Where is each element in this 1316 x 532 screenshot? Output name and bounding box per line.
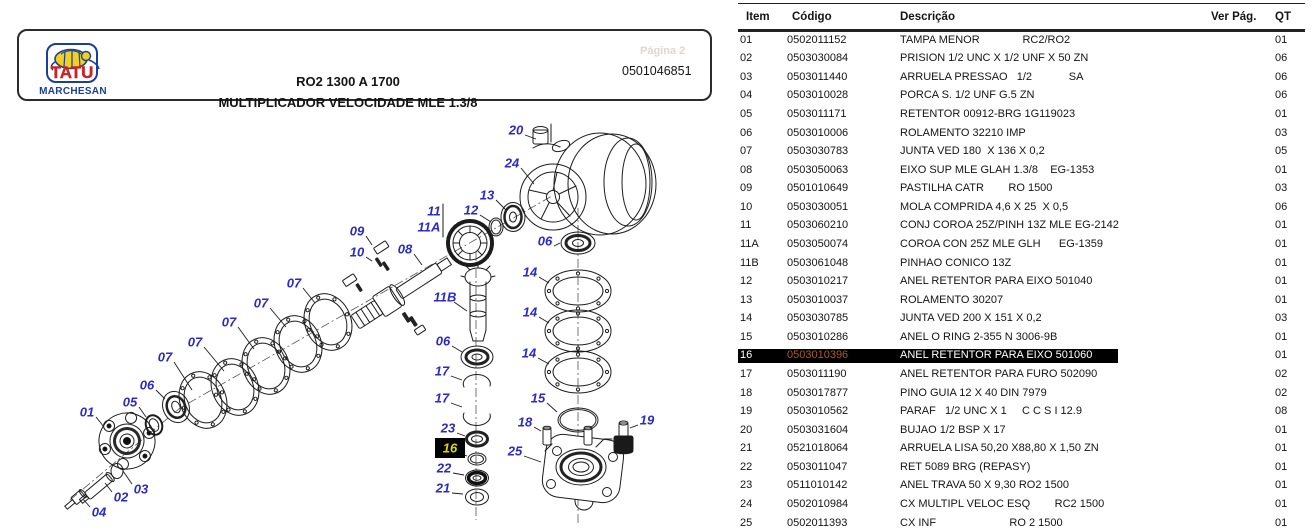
- part-callout-23[interactable]: 23: [440, 420, 456, 436]
- cell-qt: 01: [1275, 219, 1288, 232]
- cell-qt: 06: [1275, 200, 1288, 213]
- cell-codigo: 0503031604: [787, 423, 849, 436]
- part-callout-04[interactable]: 04: [91, 504, 107, 520]
- part-callout-08[interactable]: 08: [397, 241, 413, 257]
- cell-codigo: 0503010396: [787, 349, 849, 362]
- table-row[interactable]: [0, 124, 1316, 143]
- cell-qt: 06: [1275, 89, 1288, 102]
- part-callout-20[interactable]: 20: [508, 122, 524, 138]
- col-verpag: Ver Pág.: [1211, 11, 1257, 23]
- cell-codigo: 0503010562: [787, 405, 849, 418]
- part-callout-11A[interactable]: 11A: [417, 219, 441, 235]
- table-row[interactable]: [0, 179, 1316, 198]
- part-callout-10[interactable]: 10: [349, 244, 365, 260]
- part-callout-22[interactable]: 22: [436, 460, 452, 476]
- cell-qt: 01: [1275, 237, 1288, 250]
- table-row[interactable]: [0, 384, 1316, 403]
- part-callout-14[interactable]: 14: [521, 345, 537, 361]
- cell-qt: 01: [1275, 107, 1288, 120]
- cell-qt: 02: [1275, 386, 1288, 399]
- cell-qt: 03: [1275, 182, 1288, 195]
- cell-descricao: PARAF 1/2 UNC X 1 C C S I 12.9: [900, 405, 1082, 418]
- part-callout-13[interactable]: 13: [479, 187, 495, 203]
- cell-descricao: ANEL RETENTOR PARA FURO 502090: [900, 367, 1098, 380]
- cell-descricao: PRISION 1/2 UNC X 1/2 UNF X 50 ZN: [900, 52, 1089, 65]
- table-row[interactable]: [0, 291, 1316, 310]
- part-callout-06[interactable]: 06: [435, 333, 451, 349]
- part-callout-07[interactable]: 07: [187, 334, 203, 350]
- cell-descricao: PORCA S. 1/2 UNF G.5 ZN: [900, 89, 1035, 102]
- cell-descricao: CONJ COROA 25Z/PINH 13Z MLE EG-2142: [900, 219, 1119, 232]
- cell-item: 18: [740, 386, 753, 399]
- cell-codigo: 0503061048: [787, 256, 849, 269]
- cell-codigo: 0503011171: [787, 107, 847, 120]
- cell-descricao: ARRUELA LISA 50,20 X88,80 X 1,50 ZN: [900, 442, 1099, 455]
- col-item: Item: [746, 11, 770, 23]
- doc-title-model: RO2 1300 A 1700: [296, 74, 400, 89]
- part-callout-02[interactable]: 02: [113, 489, 129, 505]
- brand-name-text: TATU: [50, 63, 94, 82]
- cell-codigo: 0503030051: [787, 200, 849, 213]
- table-row[interactable]: [0, 272, 1316, 291]
- cell-item: 12: [740, 275, 753, 288]
- cell-codigo: 0502011152: [787, 33, 847, 46]
- part-callout-06[interactable]: 06: [537, 233, 553, 249]
- cell-codigo: 0521018064: [787, 442, 849, 455]
- part-callout-11B[interactable]: 11B: [433, 289, 457, 305]
- cell-qt: 01: [1275, 442, 1288, 455]
- cell-item: 13: [740, 293, 753, 306]
- doc-title-assembly: MULTIPLICADOR VELOCIDADE MLE 1.3/8: [218, 95, 478, 110]
- cell-qt: 01: [1275, 423, 1288, 436]
- cell-descricao: COROA CON 25Z MLE GLH EG-1359: [900, 237, 1103, 250]
- cell-qt: 05: [1275, 145, 1288, 158]
- table-row[interactable]: [0, 365, 1316, 384]
- cell-item: 16: [740, 349, 753, 362]
- part-callout-07[interactable]: 07: [157, 349, 173, 365]
- col-qt: QT: [1275, 11, 1291, 23]
- cell-codigo: 0503010028: [787, 89, 849, 102]
- cell-qt: 01: [1275, 293, 1288, 306]
- cell-codigo: 0503010217: [787, 275, 849, 288]
- part-callout-03[interactable]: 03: [133, 481, 149, 497]
- cell-qt: 06: [1275, 52, 1288, 65]
- cell-qt: 03: [1275, 312, 1288, 325]
- cell-descricao: ARRUELA PRESSAO 1/2 SA: [900, 70, 1084, 83]
- part-callout-17[interactable]: 17: [434, 390, 450, 406]
- part-callout-21[interactable]: 21: [435, 480, 451, 496]
- cell-descricao: CX MULTIPL VELOC ESQ RC2 1500: [900, 497, 1105, 510]
- col-codigo: Código: [792, 11, 832, 23]
- table-row[interactable]: [0, 309, 1316, 328]
- cell-item: 24: [740, 497, 753, 510]
- cell-descricao: JUNTA VED 180 X 136 X 0,2: [900, 145, 1045, 158]
- cell-codigo: 0503050063: [787, 163, 849, 176]
- cell-codigo: 0503060210: [787, 219, 849, 232]
- col-descricao: Descrição: [900, 11, 955, 23]
- table-row[interactable]: [0, 254, 1316, 273]
- cell-item: 10: [740, 200, 753, 213]
- cell-qt: 01: [1275, 516, 1288, 529]
- cell-item: 15: [740, 330, 753, 343]
- cell-item: 22: [740, 460, 753, 473]
- cell-qt: 01: [1275, 163, 1288, 176]
- cell-qt: 01: [1275, 33, 1288, 46]
- cell-codigo: 0503010286: [787, 330, 849, 343]
- cell-descricao: ANEL RETENTOR PARA EIXO 501040: [900, 275, 1093, 288]
- cell-item: 11: [740, 219, 752, 232]
- table-row[interactable]: [0, 514, 1316, 532]
- part-callout-17[interactable]: 17: [434, 363, 450, 379]
- cell-codigo: 0503011047: [787, 460, 848, 473]
- cell-codigo: 0503050074: [787, 237, 849, 250]
- part-callout-07[interactable]: 07: [221, 314, 237, 330]
- cell-codigo: 0503030783: [787, 145, 849, 158]
- cell-descricao: EIXO SUP MLE GLAH 1.3/8 EG-1353: [900, 163, 1095, 176]
- cell-qt: 01: [1275, 497, 1288, 510]
- cell-codigo: 0503017877: [787, 386, 849, 399]
- cell-descricao: TAMPA MENOR RC2/RO2: [900, 33, 1071, 46]
- part-callout-15[interactable]: 15: [530, 390, 546, 406]
- table-row[interactable]: [0, 49, 1316, 68]
- part-callout-25[interactable]: 25: [507, 443, 523, 459]
- part-callout-06[interactable]: 06: [139, 377, 155, 393]
- cell-descricao: ROLAMENTO 32210 IMP: [900, 126, 1026, 139]
- part-callout-01[interactable]: 01: [79, 404, 95, 420]
- cell-item: 02: [740, 52, 753, 65]
- cell-item: 07: [740, 145, 753, 158]
- table-row[interactable]: [0, 458, 1316, 477]
- cell-descricao: BUJAO 1/2 BSP X 17: [900, 423, 1006, 436]
- cell-codigo: 0503030785: [787, 312, 849, 325]
- cell-descricao: ANEL RETENTOR PARA EIXO 501060: [900, 349, 1093, 362]
- cell-item: 19: [740, 405, 753, 418]
- table-row[interactable]: [0, 476, 1316, 495]
- part-callout-07[interactable]: 07: [286, 275, 302, 291]
- part-callout-16[interactable]: 16: [442, 440, 458, 456]
- cell-descricao: RETENTOR 00912-BRG 1G119023: [900, 107, 1076, 120]
- table-row[interactable]: [0, 402, 1316, 421]
- cell-item: 08: [740, 163, 753, 176]
- cell-codigo: 0501010649: [787, 182, 849, 195]
- cell-descricao: ANEL TRAVA 50 X 9,30 RO2 1500: [900, 479, 1069, 492]
- part-callout-11[interactable]: 11: [427, 203, 441, 219]
- cell-item: 04: [740, 89, 753, 102]
- cell-qt: 01: [1275, 256, 1288, 269]
- cell-descricao: MOLA COMPRIDA 4,6 X 25 X 0,5: [900, 200, 1069, 213]
- part-callout-14[interactable]: 14: [522, 304, 538, 320]
- part-callout-18[interactable]: 18: [517, 414, 533, 430]
- table-row[interactable]: [0, 346, 1316, 365]
- cell-item: 14: [740, 312, 753, 325]
- table-row[interactable]: [0, 328, 1316, 347]
- table-row[interactable]: [0, 68, 1316, 87]
- cell-item: 01: [740, 33, 753, 46]
- cell-codigo: 0503030084: [787, 52, 849, 65]
- table-row[interactable]: [0, 86, 1316, 105]
- table-row[interactable]: [0, 142, 1316, 161]
- table-row[interactable]: [0, 235, 1316, 254]
- table-row[interactable]: [0, 439, 1316, 458]
- cell-item: 03: [740, 70, 753, 83]
- table-row[interactable]: [0, 198, 1316, 217]
- cell-descricao: ANEL O RING 2-355 N 3006-9B: [900, 330, 1058, 343]
- cell-qt: 01: [1275, 460, 1288, 473]
- cell-codigo: 0503011190: [787, 367, 847, 380]
- cell-codigo: 0503010037: [787, 293, 849, 306]
- cell-descricao: PINHAO CONICO 13Z: [900, 256, 1012, 269]
- table-row[interactable]: [0, 105, 1316, 124]
- table-row[interactable]: [0, 421, 1316, 440]
- cell-qt: 03: [1275, 126, 1288, 139]
- table-top-rule: [738, 3, 1305, 4]
- part-callout-05[interactable]: 05: [122, 394, 138, 410]
- cell-qt: 08: [1275, 405, 1288, 418]
- part-callout-24[interactable]: 24: [504, 155, 520, 171]
- cell-item: 23: [740, 479, 753, 492]
- cell-codigo: 0502011393: [787, 516, 848, 529]
- part-callout-09[interactable]: 09: [349, 223, 365, 239]
- cell-codigo: 0503010006: [787, 126, 849, 139]
- table-row[interactable]: [0, 161, 1316, 180]
- cell-descricao: CX INF RO 2 1500: [900, 516, 1063, 529]
- cell-descricao: RET 5089 BRG (REPASY): [900, 460, 1031, 473]
- cell-codigo: 0502010984: [787, 497, 849, 510]
- cell-item: 20: [740, 423, 753, 436]
- cell-descricao: JUNTA VED 200 X 151 X 0,2: [900, 312, 1042, 325]
- cell-qt: 01: [1275, 349, 1288, 362]
- cell-item: 05: [740, 107, 753, 120]
- cell-item: 11A: [740, 237, 759, 250]
- cell-qt: 01: [1275, 330, 1288, 343]
- cell-qt: 01: [1275, 479, 1288, 492]
- page-watermark: Página 2: [640, 45, 686, 57]
- cell-codigo: 0511010142: [787, 479, 848, 492]
- cell-item: 25: [740, 516, 753, 529]
- cell-qt: 06: [1275, 70, 1288, 83]
- cell-codigo: 0503011440: [787, 70, 848, 83]
- table-row[interactable]: [0, 31, 1316, 50]
- cell-item: 21: [740, 442, 753, 455]
- cell-qt: 01: [1275, 275, 1288, 288]
- brand-sub-text: MARCHESAN: [39, 86, 107, 97]
- assembly-code: 0501046851: [622, 64, 692, 78]
- cell-qt: 02: [1275, 367, 1288, 380]
- cell-item: 17: [740, 367, 753, 380]
- cell-item: 09: [740, 182, 753, 195]
- cell-item: 06: [740, 126, 753, 139]
- cell-descricao: PASTILHA CATR RO 1500: [900, 182, 1053, 195]
- part-callout-12[interactable]: 12: [463, 202, 479, 218]
- part-callout-19[interactable]: 19: [639, 412, 655, 428]
- cell-item: 11B: [740, 256, 759, 269]
- table-row[interactable]: [0, 216, 1316, 235]
- part-callout-07[interactable]: 07: [253, 295, 269, 311]
- table-row[interactable]: [0, 495, 1316, 514]
- cell-descricao: PINO GUIA 12 X 40 DIN 7979: [900, 386, 1047, 399]
- cell-descricao: ROLAMENTO 30207: [900, 293, 1004, 306]
- part-callout-14[interactable]: 14: [522, 264, 538, 280]
